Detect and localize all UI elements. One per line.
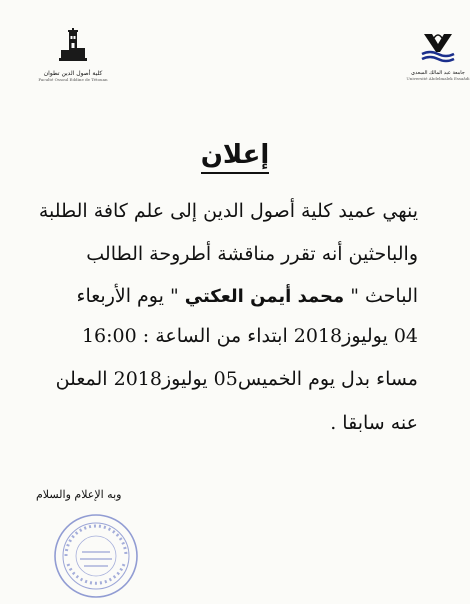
body-line-3-prefix: الباحث " [350,285,418,307]
closing-salutation: وبه الإعلام والسلام [36,488,122,501]
student-name: محمد أيمن العكتي [184,286,345,307]
faculty-name-french: Faculté Ossoul Eddine de Tétouan [38,77,108,82]
body-line-2: والباحثين أنه تقرر مناقشة أطروحة الطالب [86,243,418,265]
body-line-4: 04 يوليوز2018 ابتداء من الساعة : 16:00 [81,325,418,347]
university-name-arabic: جامعة عبد المالك السعدي [411,70,465,76]
body-line-6: عنه سابقا . [330,412,418,434]
body-line-1: ينهي عميد كلية أصول الدين إلى علم كافة الطلبة [38,200,418,222]
official-stamp [52,512,140,600]
body-line-5: مساء بدل يوم الخميس05 يوليوز2018 المعلن [55,368,418,390]
announcement-title: إعلان [201,140,270,174]
mosque-minaret-icon [59,28,87,68]
faculty-logo [38,28,108,86]
body-line-3-suffix: " يوم الأربعاء [76,285,179,307]
body-line-3 [44,285,418,307]
official-stamp-icon [52,585,140,604]
university-emblem-icon [418,30,458,70]
university-name-french: Université Abdelmalek Essaâdi [406,76,470,81]
faculty-name-arabic: كلية أصول الدين تطوان [43,70,103,77]
announcement-title-wrapper [0,140,470,170]
university-logo [406,30,470,86]
